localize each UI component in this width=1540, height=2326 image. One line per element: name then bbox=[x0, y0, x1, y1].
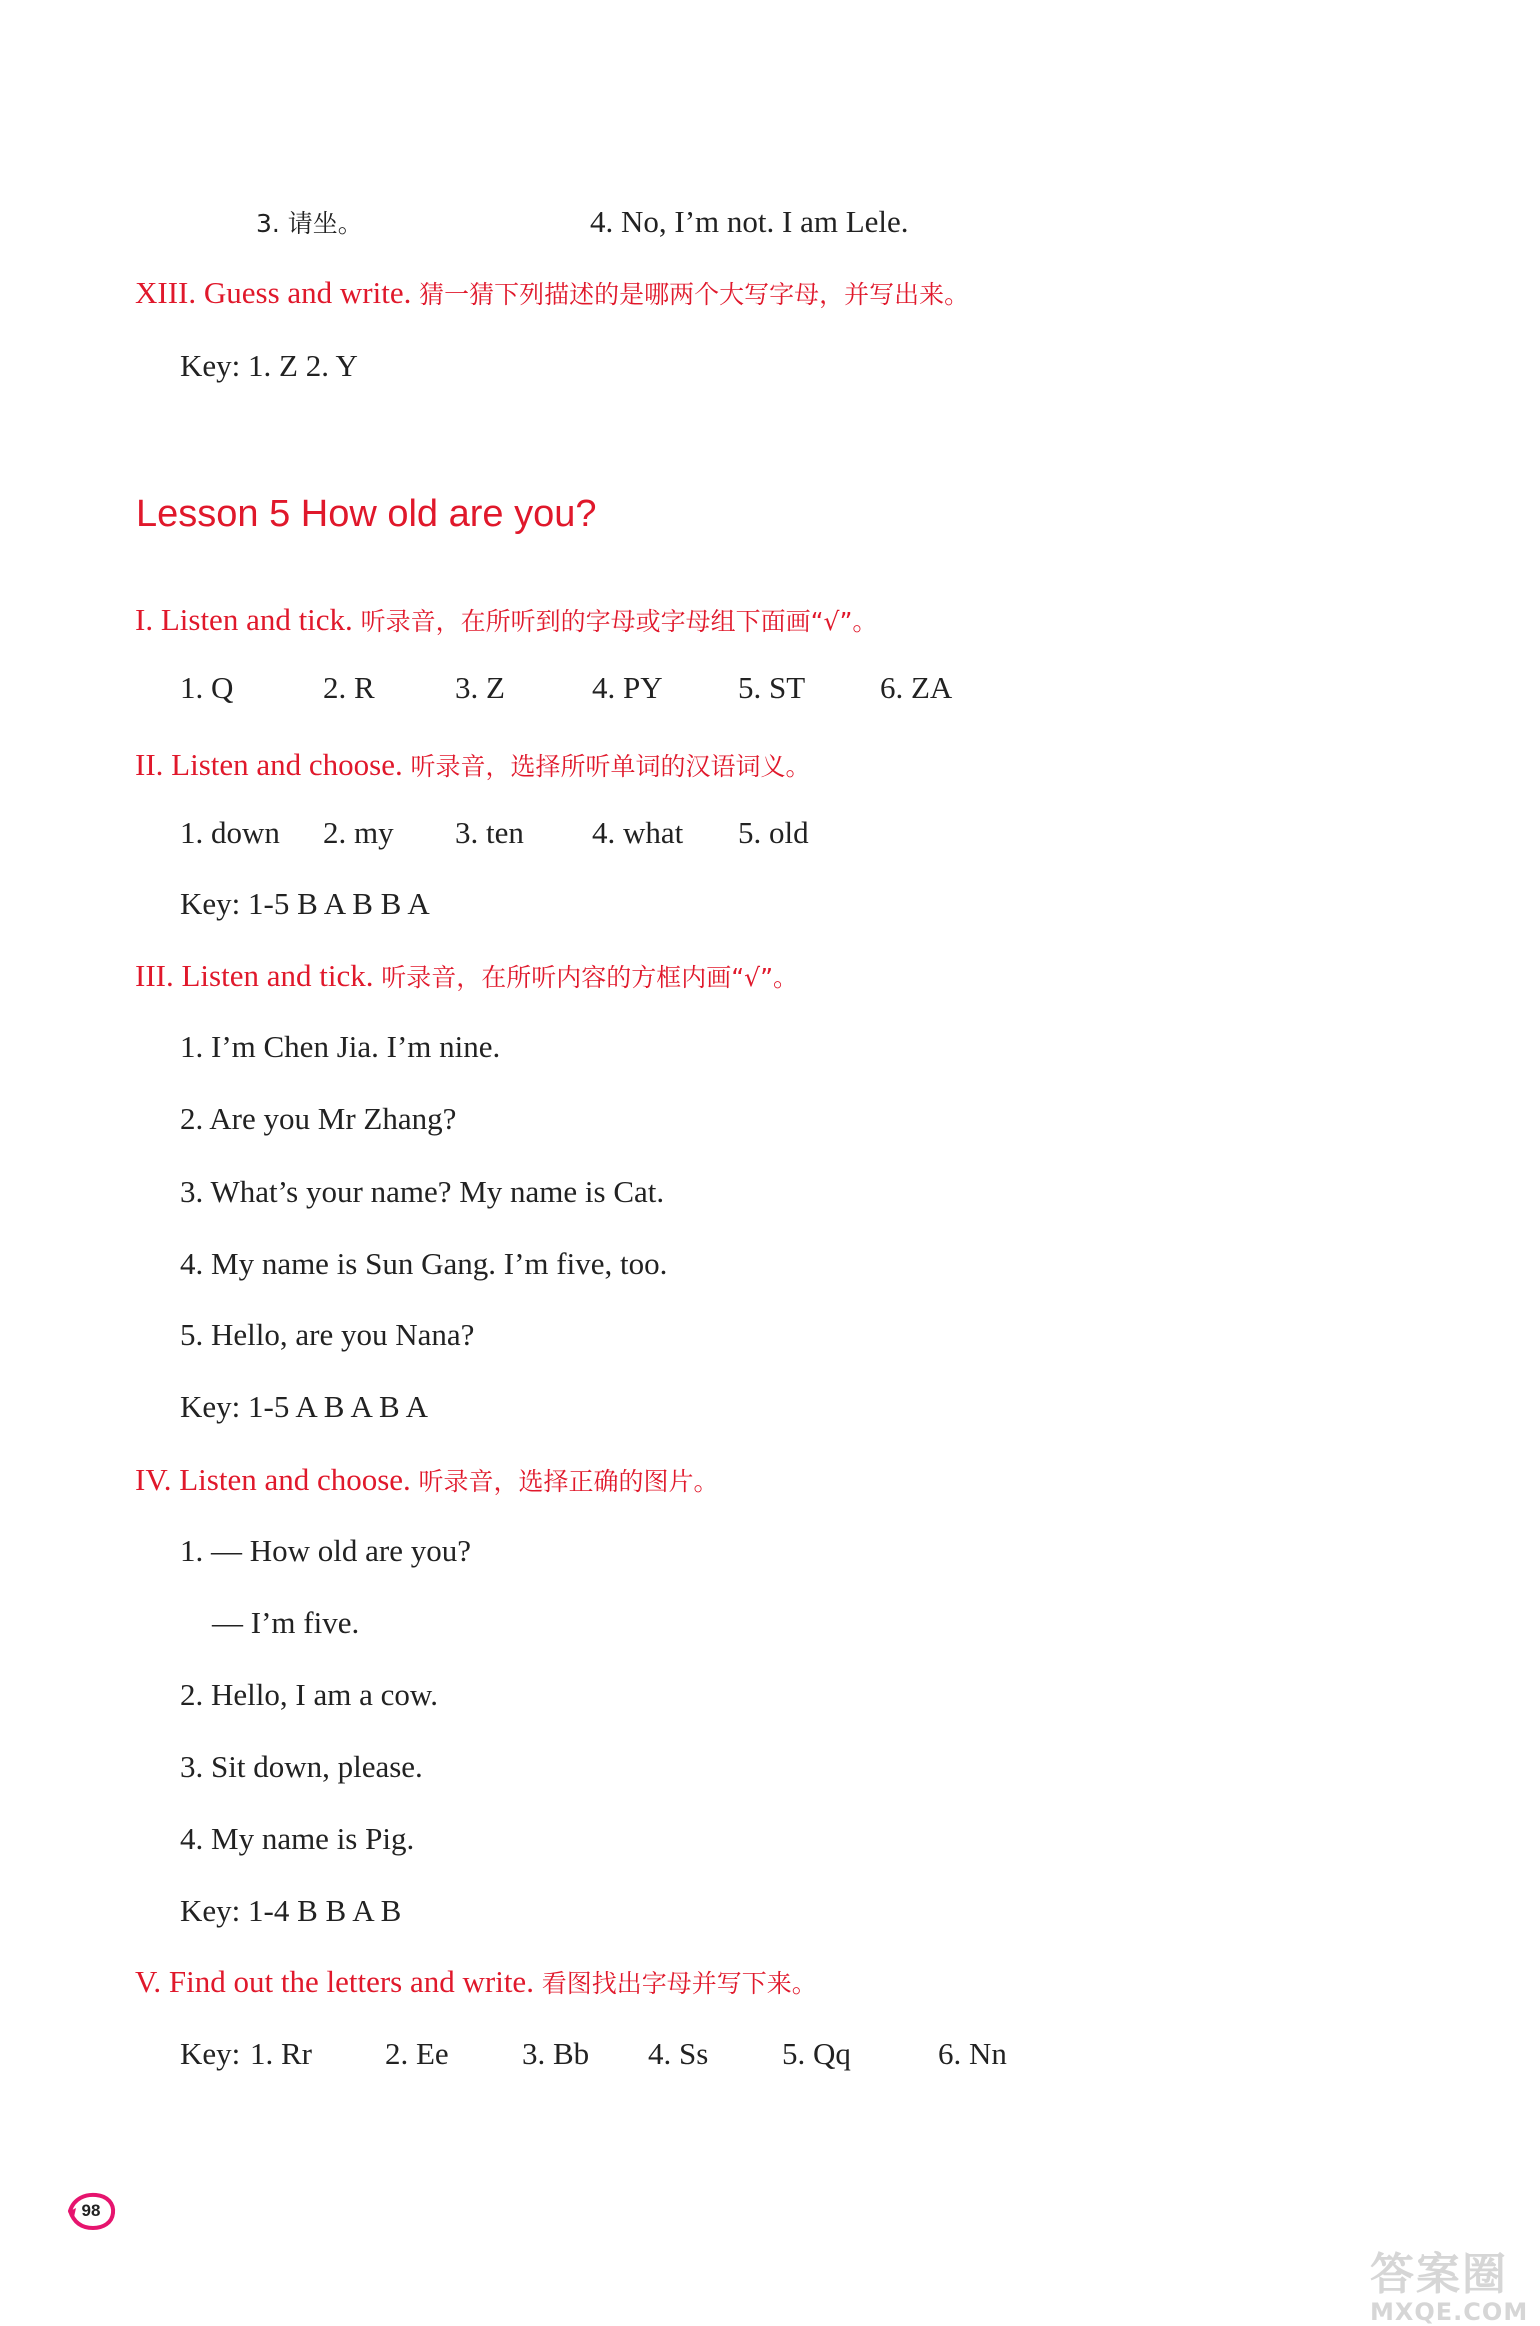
section-title-en: Listen and choose. bbox=[179, 1462, 419, 1497]
section-title-cn: 听录音，选择所听单词的汉语词义。 bbox=[410, 752, 811, 781]
section-number: III. bbox=[135, 958, 182, 993]
watermark-top: 答案圈 bbox=[1370, 2249, 1508, 2300]
list-item: 6. ZA bbox=[880, 670, 953, 705]
watermark-logo bbox=[1370, 2238, 1528, 2326]
list-item: 1. Q bbox=[180, 670, 234, 705]
list-item: 3. ten bbox=[455, 815, 524, 850]
section-title-en: Listen and choose. bbox=[171, 747, 411, 782]
section-xiii-key: Key: 1. Z 2. Y bbox=[180, 348, 358, 383]
list-item: 1. down bbox=[180, 815, 280, 850]
list-item: 5. Qq bbox=[782, 2036, 851, 2071]
list-item: 1. Rr bbox=[250, 2036, 312, 2071]
section-title-cn: 看图找出字母并写下来。 bbox=[541, 1969, 817, 1998]
lesson-title: Lesson 5 How old are you? bbox=[136, 493, 597, 535]
section-ii-key: Key: 1-5 B A B B A bbox=[180, 886, 430, 921]
section-title-en: Find out the letters and write. bbox=[168, 1964, 542, 1999]
section-ii-heading bbox=[135, 745, 811, 787]
section-title-cn: 听录音，选择正确的图片。 bbox=[418, 1467, 719, 1496]
list-item: — I’m five. bbox=[212, 1605, 360, 1640]
list-item: 3. What’s your name? My name is Cat. bbox=[180, 1174, 665, 1209]
watermark-bottom: MXQE.COM bbox=[1370, 2298, 1529, 2326]
section-number: II. bbox=[135, 747, 172, 782]
section-iii-heading bbox=[135, 956, 798, 998]
list-item: 3. Sit down, please. bbox=[180, 1749, 423, 1784]
list-item: 3. Z bbox=[455, 670, 505, 705]
section-title-cn: 听录音，在所听到的字母或字母组下面画“√”。 bbox=[360, 607, 878, 636]
list-item: 3. Bb bbox=[522, 2036, 590, 2071]
list-item: 2. R bbox=[323, 670, 375, 705]
list-item: 4. Ss bbox=[648, 2036, 709, 2071]
section-title-en: Guess and write. bbox=[203, 275, 420, 310]
section-iii-key: Key: 1-5 A B A B A bbox=[180, 1389, 429, 1424]
section-title-en: Listen and tick. bbox=[181, 958, 382, 993]
list-item: 5. old bbox=[738, 815, 809, 850]
page-number-badge bbox=[66, 2192, 116, 2230]
list-item: 1. — How old are you? bbox=[180, 1533, 471, 1568]
list-item: 4. PY bbox=[592, 670, 663, 705]
list-item: 2. my bbox=[323, 815, 394, 850]
list-item: 2. Hello, I am a cow. bbox=[180, 1677, 438, 1712]
list-item: 4. what bbox=[592, 815, 684, 850]
section-iv-key: Key: 1-4 B B A B bbox=[180, 1893, 402, 1928]
section-title-cn: 猜一猜下列描述的是哪两个大写字母，并写出来。 bbox=[419, 280, 970, 309]
list-item: 4. My name is Sun Gang. I’m five, too. bbox=[180, 1246, 668, 1281]
list-item: 2. Ee bbox=[385, 2036, 449, 2071]
page-number: 98 bbox=[81, 2201, 101, 2220]
section-v-heading bbox=[135, 1962, 817, 2004]
prev-item-3: 3. 请坐。 bbox=[256, 209, 363, 238]
section-number: I. bbox=[135, 602, 161, 637]
list-item: 5. Hello, are you Nana? bbox=[180, 1317, 475, 1352]
list-item: 2. Are you Mr Zhang? bbox=[180, 1101, 457, 1136]
list-item: 6. Nn bbox=[938, 2036, 1007, 2071]
section-number: IV. bbox=[135, 1462, 180, 1497]
prev-item-4: 4. No, I’m not. I am Lele. bbox=[590, 204, 909, 239]
section-v-key-label: Key: bbox=[180, 2036, 241, 2071]
section-iv-heading bbox=[135, 1460, 719, 1502]
list-item: 5. ST bbox=[738, 670, 806, 705]
section-number: XIII. bbox=[135, 275, 204, 310]
list-item: 1. I’m Chen Jia. I’m nine. bbox=[180, 1029, 501, 1064]
section-number: V. bbox=[135, 1964, 169, 1999]
section-title-cn: 听录音，在所听内容的方框内画“√”。 bbox=[381, 963, 799, 992]
section-i-heading bbox=[135, 600, 877, 642]
section-title-en: Listen and tick. bbox=[160, 602, 361, 637]
section-xiii-heading bbox=[135, 273, 969, 315]
list-item: 4. My name is Pig. bbox=[180, 1821, 415, 1856]
